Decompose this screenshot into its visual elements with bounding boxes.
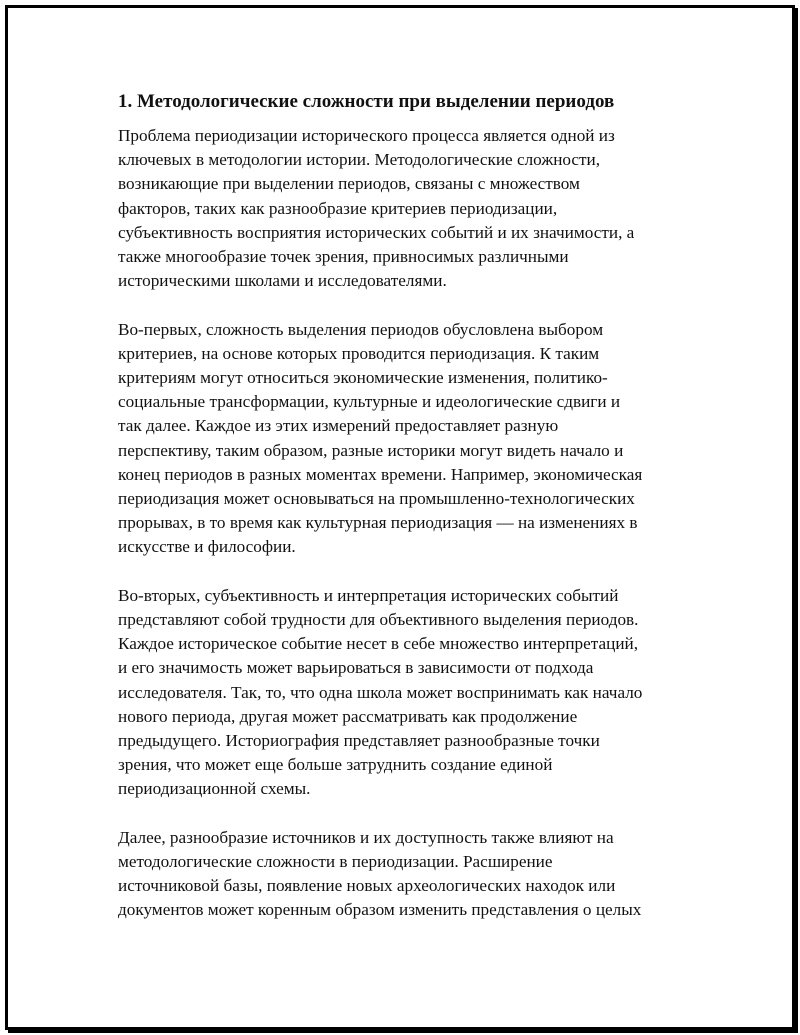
text-line: Проблема периодизации исторического процесса является одной из [118,126,615,145]
text-line: методологические сложности в периодизации. Расширение [118,852,553,872]
text-line: субъективность восприятия исторических событий и их значимости, а [118,222,635,242]
text-line: перспективу, таким образом, разные историки могут видеть начало и [118,440,624,460]
text-line: историческими школами и исследователями. [118,271,447,291]
text-line: критериев, на основе которых проводится периодизация. К таким [118,343,600,363]
text-line: предыдущего. Историография представляет разнообразные точки [118,731,600,751]
text-line: документов может коренным образом изменить представления о целых [118,900,642,920]
document-body [118,90,688,947]
paragraph [118,826,688,923]
text-line: зрения, что может еще больше затруднить создание единой [118,755,553,775]
text-line: факторов, таких как разнообразие критериев периодизации, [118,198,558,218]
text-line: ключевых в методологии истории. Методологические сложности, [118,150,601,170]
text-line: нового периода, другая может рассматривать как продолжение [118,706,578,726]
paragraph-container [118,124,688,923]
text-line: периодизационной схемы. [118,779,311,799]
paragraph [118,584,688,802]
text-line: представляют собой трудности для объективного выделения периодов. [118,610,639,630]
paragraph [118,318,688,560]
text-line: периодизация может основываться на промышленно-технологических [118,489,635,509]
text-line: Во-вторых, субъективность и интерпретация исторических событий [118,585,619,605]
text-line: возникающие при выделении периодов, связаны с множеством [118,174,580,194]
text-line: так далее. Каждое из этих измерений предоставляет разную [118,416,559,436]
text-line: искусстве и философии. [118,537,296,557]
text-line: конец периодов в разных моментах времени. Например, экономическая [118,464,643,484]
text-line: социальные трансформации, культурные и идеологические сдвиги и [118,392,621,412]
text-line: Во-первых, сложность выделения периодов обусловлена выбором [118,319,604,339]
text-line: Далее, разнообразие источников и их доступность также влияют на [118,827,614,847]
text-line: и его значимость может варьироваться в зависимости от подхода [118,658,594,678]
text-line: прорывах, в то время как культурная периодизация — на изменениях в [118,513,638,533]
paragraph [118,124,688,293]
text-line: критериям могут относиться экономические изменения, политико- [118,368,608,388]
text-line: исследователя. Так, то, что одна школа может воспринимать как начало [118,682,643,702]
text-line: источниковой базы, появление новых археологических находок или [118,876,616,896]
text-line: Каждое историческое событие несет в себе множество интерпретаций, [118,634,639,654]
text-line: также многообразие точек зрения, привносимых различными [118,247,569,267]
section-heading: 1. Методологические сложности при выделении периодов [118,91,615,112]
